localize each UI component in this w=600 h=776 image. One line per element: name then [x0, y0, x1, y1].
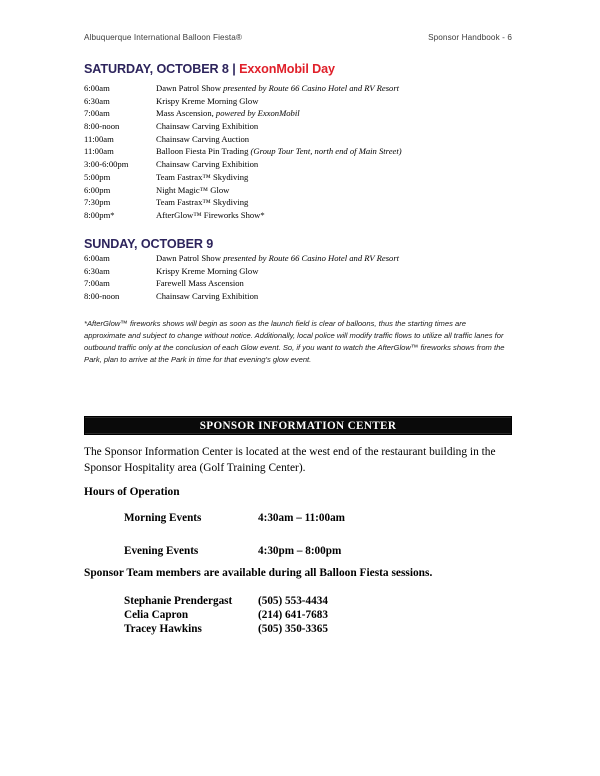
schedule-time: 8:00pm*: [84, 209, 115, 220]
contact-row: [124, 623, 328, 637]
schedule-row: [84, 279, 514, 292]
schedule-description-main: AfterGlow™ Fireworks Show*: [156, 209, 265, 220]
schedule-row: [84, 122, 514, 135]
schedule-time: 6:30am: [84, 265, 110, 276]
schedule-description-main: Team Fastrax™ Skydiving: [156, 197, 249, 208]
contact-name: Celia Capron: [124, 609, 189, 622]
schedule-description-main: Chainsaw Carving Exhibition: [156, 159, 259, 170]
schedule-row: [84, 84, 514, 97]
schedule-description-detail: presented by Route 66 Casino Hotel and RV Resort: [223, 253, 400, 263]
schedule-description-main: Team Fastrax™ Skydiving: [156, 171, 249, 182]
schedule-description-main: Dawn Patrol Show: [156, 253, 224, 263]
schedule-description-detail: (Group Tour Tent, north end of Main Street): [250, 146, 402, 157]
schedule-description-main: Mass Ascension,: [156, 108, 216, 119]
schedule-row: [84, 292, 514, 305]
sunday-heading-date: SUNDAY, OCTOBER 9: [84, 237, 214, 251]
contact-row: [124, 595, 328, 609]
sponsor-information-center-bar: [84, 416, 512, 435]
schedule-description: [156, 211, 514, 224]
sponsor-contacts-table: [124, 595, 328, 638]
schedule-time: 6:00am: [84, 253, 110, 263]
hours-label: Evening Events: [124, 545, 199, 557]
saturday-heading-sponsor: ExxonMobil Day: [239, 62, 335, 76]
saturday-schedule-body: [84, 84, 514, 224]
hours-of-operation-title: Hours of Operation: [84, 486, 180, 498]
sponsor-contacts-body: [124, 595, 328, 638]
header-publication-title: Albuquerque International Balloon Fiesta®: [84, 33, 243, 42]
contact-phone: (214) 641-7683: [258, 609, 328, 622]
schedule-row: [84, 109, 514, 122]
schedule-description-main: Krispy Kreme Morning Glow: [156, 265, 259, 276]
schedule-description-main: Farewell Mass Ascension: [156, 278, 244, 289]
sponsor-center-description: The Sponsor Information Center is located at the west end of the restaurant building in the Sponsor Hospitality area (Golf Training Center).: [84, 446, 496, 474]
schedule-time: 7:00am: [84, 278, 110, 289]
schedule-row: [84, 160, 514, 173]
header-page-label: Sponsor Handbook - 6: [428, 33, 512, 42]
schedule-time: 6:00pm: [84, 184, 111, 195]
saturday-heading-separator: |: [228, 62, 240, 76]
contact-name: Stephanie Prendergast: [124, 595, 233, 607]
schedule-description-main: Krispy Kreme Morning Glow: [156, 95, 259, 106]
contact-name: Tracey Hawkins: [124, 623, 202, 636]
contact-phone: (505) 553-4434: [258, 595, 328, 607]
sponsor-team-availability-note: Sponsor Team members are available during all Balloon Fiesta sessions.: [84, 567, 433, 579]
schedule-row: [84, 186, 514, 199]
sunday-schedule-table: [84, 254, 514, 305]
schedule-description-detail: powered by ExxonMobil: [215, 108, 300, 119]
sunday-schedule-body: [84, 254, 514, 305]
contact-phone: (505) 350-3365: [258, 623, 328, 636]
schedule-description-main: Dawn Patrol Show: [156, 83, 224, 93]
schedule-description-main: Chainsaw Carving Exhibition: [156, 121, 259, 132]
schedule-time: 3:00-6:00pm: [84, 159, 129, 170]
schedule-description-detail: presented by Route 66 Casino Hotel and RV Resort: [223, 83, 400, 93]
schedule-time: 7:30pm: [84, 197, 111, 208]
schedule-time: 11:00am: [84, 146, 114, 157]
hours-value: 4:30pm – 8:00pm: [258, 545, 342, 557]
schedule-time: 6:30am: [84, 95, 110, 106]
schedule-row: [84, 198, 514, 211]
schedule-description-main: Chainsaw Carving Auction: [156, 133, 250, 144]
schedule-time: 6:00am: [84, 83, 110, 93]
afterglow-footnote: *AfterGlow™ fireworks shows will begin as soon as the launch field is clear of balloons, thus the starting times are approximate and subject to change without notice. Additionally, local police will modify traffic flows to utilize all traffic lanes for outbound traffic only at the conclusion of each Glow event. So, if you want to watch the AfterGlow™ fireworks shows from the Park, plan to arrive at the Park in time for that evening's glow event.: [84, 319, 505, 364]
schedule-time: 11:00am: [84, 133, 114, 144]
section-bar-title: SPONSOR INFORMATION CENTER: [199, 419, 397, 432]
contact-row: [124, 609, 328, 623]
schedule-time: 5:00pm: [84, 171, 111, 182]
schedule-time: 8:00-noon: [84, 291, 120, 302]
saturday-heading: [84, 62, 335, 76]
sunday-heading: [84, 237, 213, 251]
hours-value: 4:30am – 11:00am: [258, 512, 346, 524]
schedule-description-main: Night Magic™ Glow: [156, 184, 230, 195]
schedule-description: [156, 292, 514, 305]
section-bar-inner: [85, 417, 511, 434]
schedule-row: [84, 267, 514, 280]
schedule-row: [84, 147, 514, 160]
schedule-time: 7:00am: [84, 108, 110, 119]
hours-row: [124, 512, 345, 545]
running-header: [84, 33, 512, 42]
saturday-heading-date: SATURDAY, OCTOBER 8: [84, 62, 229, 76]
hours-label: Morning Events: [124, 512, 202, 524]
schedule-row: [84, 211, 514, 224]
schedule-time: 8:00-noon: [84, 121, 120, 132]
schedule-description-main: Chainsaw Carving Exhibition: [156, 291, 259, 302]
schedule-description-main: Balloon Fiesta Pin Trading: [156, 146, 251, 157]
schedule-row: [84, 173, 514, 186]
schedule-row: [84, 254, 514, 267]
saturday-schedule-table: [84, 84, 514, 224]
